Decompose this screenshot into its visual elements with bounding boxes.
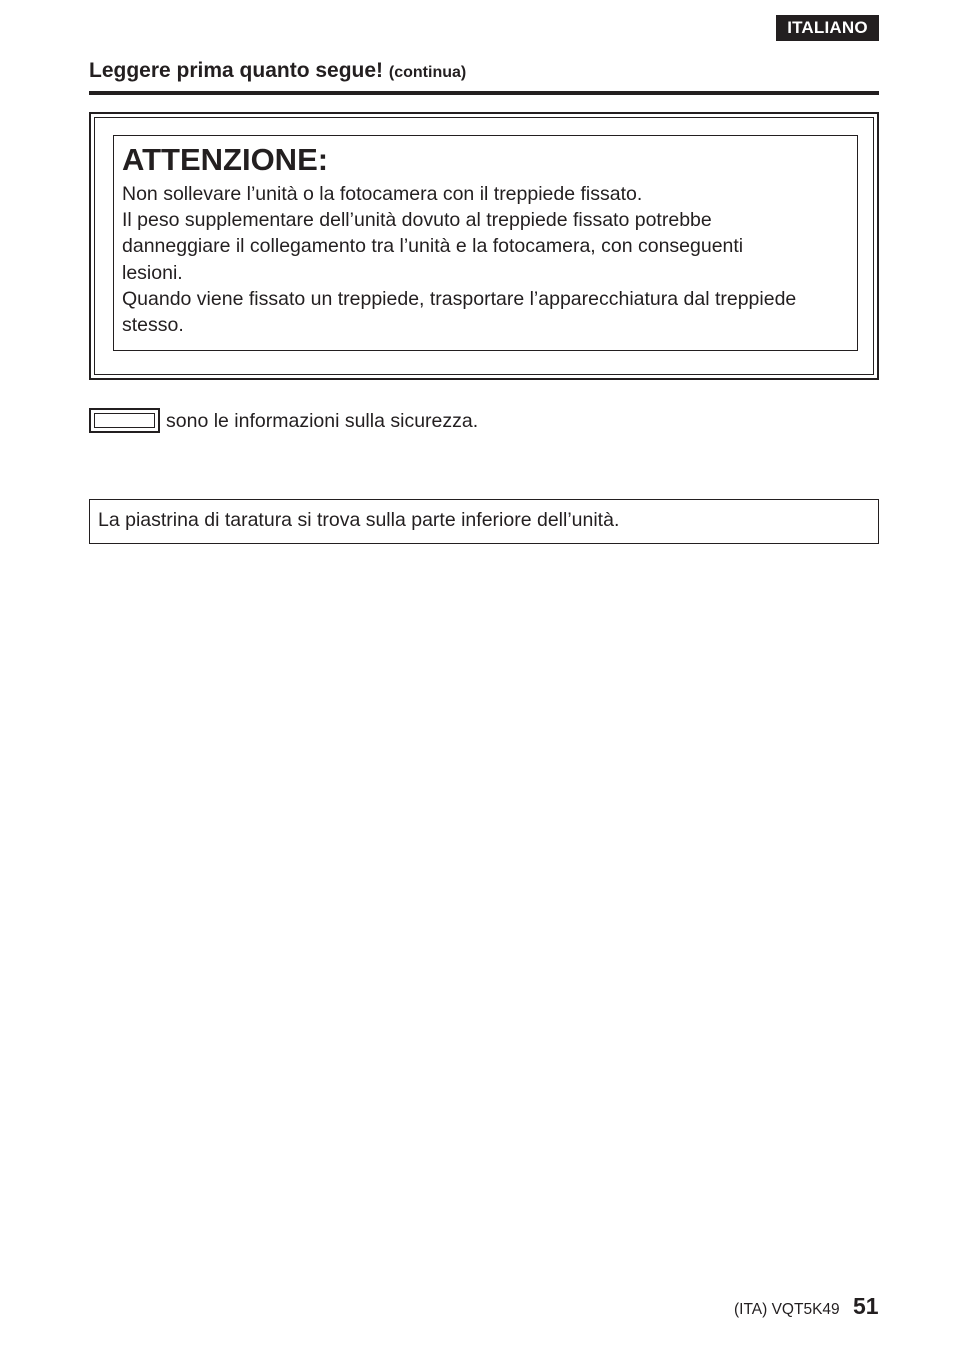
warning-line: Quando viene fissato un treppiede, trasportare l’apparecchiatura dal treppiede bbox=[122, 287, 797, 310]
document-code: (ITA) VQT5K49 bbox=[734, 1301, 840, 1318]
title-divider bbox=[89, 91, 879, 95]
calibration-note-box bbox=[89, 499, 879, 544]
warning-body bbox=[122, 181, 857, 338]
section-title-main: Leggere prima quanto segue! bbox=[89, 59, 384, 82]
warning-line: Non sollevare l’unità o la fotocamera con il treppiede fissato. bbox=[122, 183, 643, 205]
warning-line: lesioni. bbox=[122, 261, 183, 284]
section-title bbox=[89, 59, 466, 83]
section-title-suffix: (continua) bbox=[388, 64, 467, 81]
warning-line: stesso. bbox=[122, 314, 184, 337]
language-badge: ITALIANO bbox=[776, 15, 879, 41]
safety-legend-text: sono le informazioni sulla sicurezza. bbox=[166, 410, 479, 432]
page-number: 51 bbox=[853, 1293, 879, 1319]
safety-legend-symbol bbox=[89, 408, 160, 433]
calibration-note-text: La piastrina di taratura si trova sulla parte inferiore dell’unità. bbox=[98, 509, 620, 531]
safety-warning-box bbox=[89, 112, 879, 380]
safety-legend-symbol-inner bbox=[94, 413, 155, 428]
warning-line: Il peso supplementare dell’unità dovuto al treppiede fissato potrebbe bbox=[122, 209, 712, 232]
warning-line: danneggiare il collegamento tra l’unità e la fotocamera, con conseguenti bbox=[122, 235, 744, 258]
safety-warning-content bbox=[113, 135, 858, 351]
warning-heading: ATTENZIONE: bbox=[122, 142, 329, 177]
